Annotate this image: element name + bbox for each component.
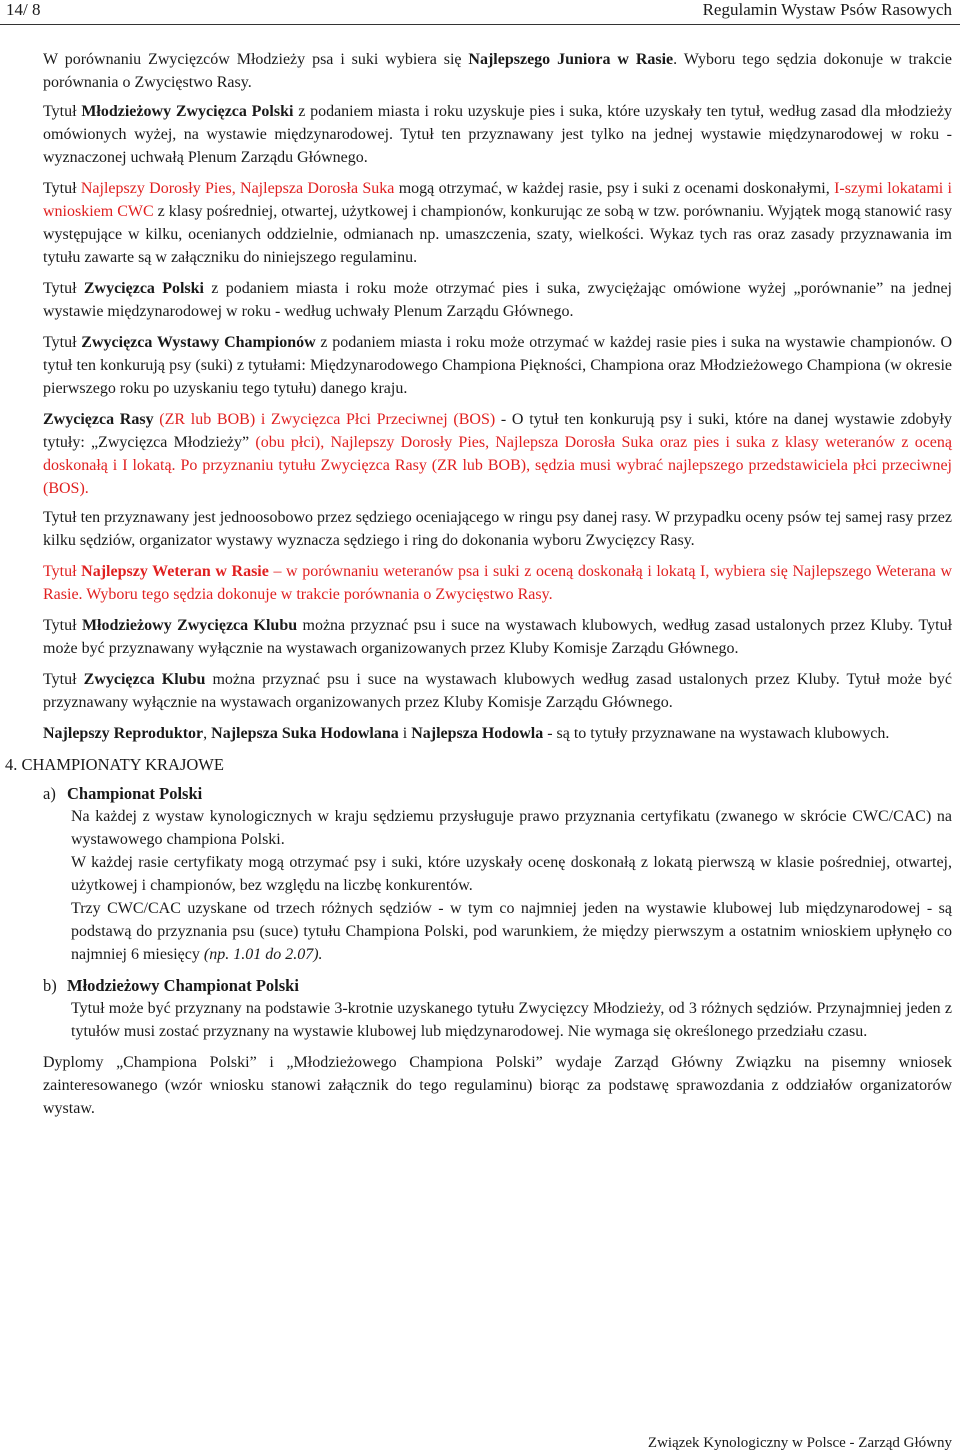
header-divider bbox=[0, 24, 960, 25]
paragraph-best-junior: W porównaniu Zwycięzców Młodzieży psa i suki wybiera się Najlepszego Juniora w Rasie. Wyboru tego sędzia dokonuje w trakcie porównania o Zwycięstwo Rasy. bbox=[43, 51, 953, 91]
document-title: Regulamin Wystaw Psów Rasowych bbox=[702, 0, 952, 19]
page-number: 14/ 8 bbox=[6, 0, 41, 19]
section-heading-national-championships: 4. CHAMPIONATY KRAJOWE bbox=[5, 755, 224, 774]
paragraph-diplomas: Dyplomy „Championa Polski” i „Młodzieżowego Championa Polski” wydaje Zarząd Główny Związku na pisemny wniosek zainteresowanego (wzór wniosku stanowi załącznik do tego regulaminu) biorąc za podstawę sprawozdania z oddziałów organizatorów wystaw. bbox=[43, 1054, 952, 1117]
championship-paragraph-3: Trzy CWC/CAC uzyskane od trzech różnych sędziów - w tym co najmniej jeden na wystawie klubowej lub międzynarodowej - są podstawą do przyznania psu (suce) tytułu Championa Polski, pod warunkiem, że między pierwszym a ostatnim wnioskiem upłynęło co najmniej 6 miesięcy (np. 1.01 do 2.07). bbox=[71, 900, 952, 963]
subsection-heading-b: b) Młodzieżowy Championat Polski bbox=[43, 976, 299, 995]
paragraph-champions-show-winner: Tytuł Zwycięzca Wystawy Championów z podaniem miasta i roku może otrzymać w każdej rasie pies i suka na wystawie championów. O tytuł ten konkurują psy (suki) z tytułami: Międzynarodowego Championa Piękności, Championa oraz Młodzieżowego Championa (w okresie pierwszego roku po uzyskaniu tego tytułu) danego kraju. bbox=[43, 334, 952, 397]
subsection-body-a bbox=[71, 805, 952, 966]
document-body bbox=[5, 48, 953, 1128]
paragraph-club-winner: Tytuł Zwycięzca Klubu można przyznać psu i suce na wystawach klubowych według zasad ustalonych przez Kluby. Tytuł może być przyznawany wyłącznie na wystawach organizowanych przez Kluby Komisje Zarządu Głównego. bbox=[43, 671, 953, 711]
championship-paragraph-2: W każdej rasie certyfikaty mogą otrzymać psy i suki, które uzyskały ocenę doskonałą z lokatą pierwszą w klasie pośredniej, otwartej, użytkowej i championów, bez względu na liczbę konkurentów. bbox=[71, 854, 952, 894]
paragraph-club-youth-winner: Tytuł Młodzieżowy Zwycięzca Klubu można przyznać psu i suce na wystawach klubowych, według zasad ustalonych przez Kluby. Tytuł może być przyznawany wyłącznie na wystawach organizowanych przez Kluby Komisje Zarządu Głównego. bbox=[43, 617, 953, 657]
paragraph-best-veteran: Tytuł Najlepszy Weteran w Rasie – w porównaniu weteranów psa i suki z oceną doskonałą i lokatą I, wybiera się Najlepszego Weterana w Rasie. Wyboru tego sędzia dokonuje w trakcie porównania o Zwycięstwo Rasy. bbox=[43, 563, 953, 603]
page-footer: Związek Kynologiczny w Polsce - Zarząd Główny bbox=[647, 1435, 952, 1451]
paragraph-best-adult: Tytuł Najlepszy Dorosły Pies, Najlepsza Dorosła Suka mogą otrzymać, w każdej rasie, psy i suki z ocenami doskonałymi, I-szymi lokatami i wnioskiem CWC z klasy pośredniej, otwartej, użytkowej i championów, konkurując ze sobą w tzw. porównaniu. Wyjątek mogą stanowić rasy występujące w kilku, ocenianych oddzielnie, odmianach np. umaszczenia, szaty, wielkości. Wykaz tych ras oraz zasady przyznawania im tytułu zawarte są w załączniku do niniejszego regulaminu. bbox=[43, 180, 952, 266]
youth-championship-paragraph: Tytuł może być przyznany na podstawie 3-krotnie uzyskanego tytułu Zwycięzcy Młodzieży, od 3 różnych sędziów. Przynajmniej jeden z tytułów musi zostać przyznany na wystawie klubowej lub międzynarodowej. Nie wymaga się określonego przedziału czasu. bbox=[71, 1000, 952, 1040]
paragraph-best-of-breed: Zwycięzca Rasy (ZR lub BOB) i Zwycięzca Płci Przeciwnej (BOS) - O tytuł ten konkurują psy i suki, które na danej wystawie zdobyły tytuły: „Zwycięzca Młodzieży” (obu płci), Najlepszy Dorosły Pies, Najlepsza Dorosła Suka oraz pies i suka z klasy weteranów z oceną doskonałą i I lokatą. Po przyznaniu tytułu Zwycięzca Rasy (ZR lub BOB), sędzia musi wybrać najlepszego przedstawiciela płci przeciwnej (BOS). bbox=[43, 411, 953, 497]
paragraph-judge-selection: Tytuł ten przyznawany jest jednoosobowo przez sędziego oceniającego w ringu psy danej rasy. W przypadku oceny psów tej samej rasy przez kilku sędziów, organizator wystawy wyznacza sędziego i ring do dokonania wyboru Zwycięzcy Rasy. bbox=[43, 509, 952, 549]
paragraph-youth-winner-poland: Tytuł Młodzieżowy Zwycięzca Polski z podaniem miasta i roku uzyskuje pies i suka, które uzyskały ten tytuł, według zasad dla młodzieży omówionych wyżej, na wystawie międzynarodowej. Tytuł ten przyznawany jest tylko na jednej wystawie międzynarodowej w roku - wyznaczonej uchwałą Plenum Zarządu Głównego. bbox=[43, 103, 952, 166]
subsection-body-b bbox=[71, 997, 952, 1043]
subsection-heading-a: a) Championat Polski bbox=[43, 784, 203, 803]
paragraph-club-titles: Najlepszy Reproduktor, Najlepsza Suka Hodowlana i Najlepsza Hodowla - są to tytuły przyznawane na wystawach klubowych. bbox=[43, 725, 890, 742]
championship-paragraph-1: Na każdej z wystaw kynologicznych w kraju sędziemu przysługuje prawo przyznania certyfikatu (zwanego w skrócie CWC/CAC) na wystawowego championa Polski. bbox=[71, 808, 952, 848]
page-header bbox=[0, 0, 960, 22]
paragraph-winner-poland: Tytuł Zwycięzca Polski z podaniem miasta i roku może otrzymać pies i suka, zwyciężając omówione wyżej „porównanie” na jednej wystawie międzynarodowej w roku - według uchwały Plenum Zarządu Głównego. bbox=[43, 280, 952, 320]
